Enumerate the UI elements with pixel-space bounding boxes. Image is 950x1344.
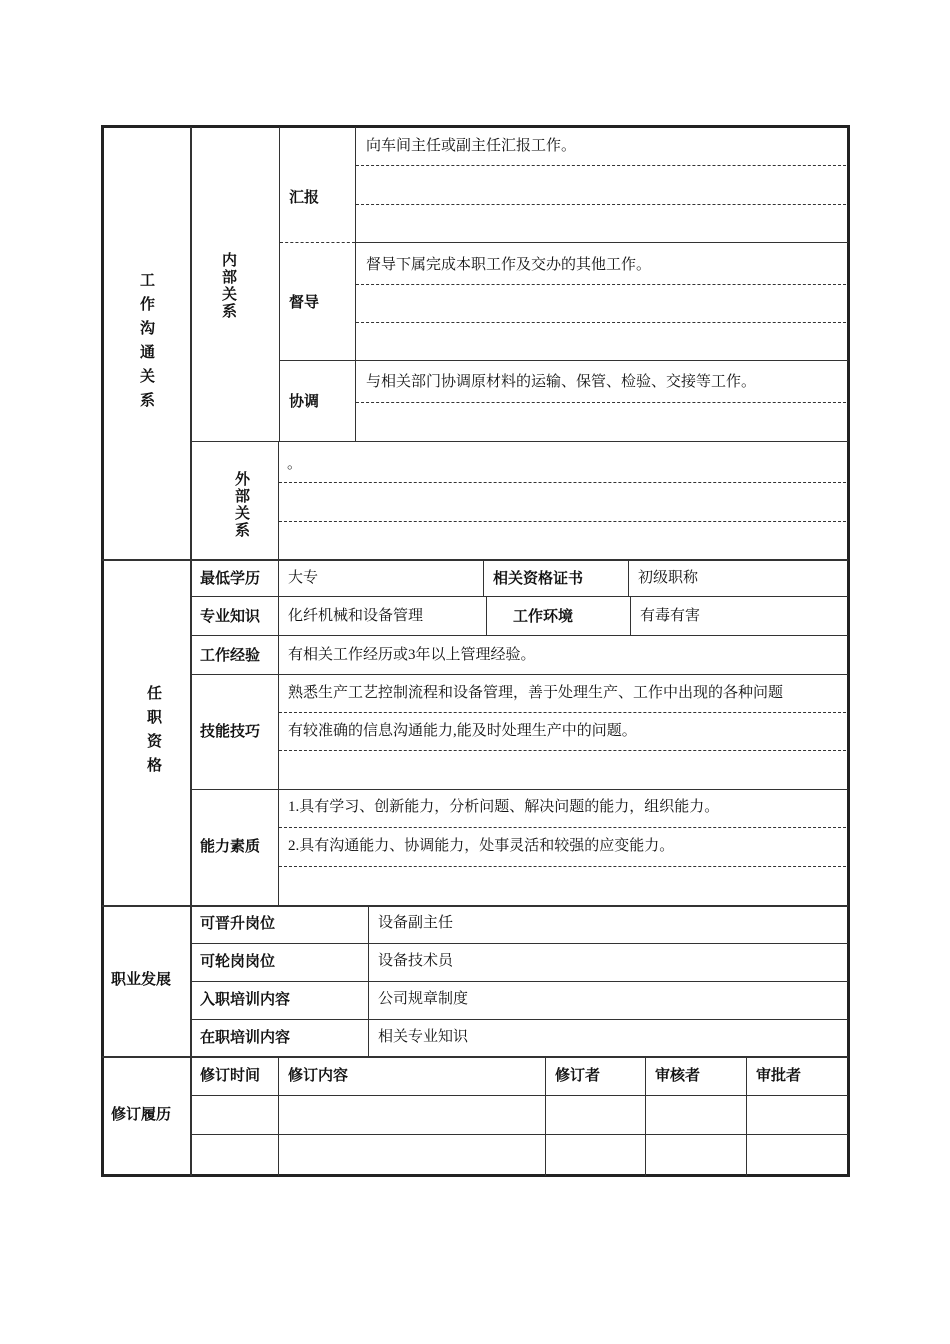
divider	[191, 596, 848, 597]
divider	[191, 981, 848, 982]
ability-item: 2.具有沟通能力、协调能力，处事灵活和较强的应变能力。	[288, 838, 675, 854]
divider	[102, 559, 848, 561]
external-text: 。	[287, 456, 303, 472]
divider	[279, 750, 846, 751]
revision-header: 修订时间	[200, 1067, 261, 1084]
revision-header: 审批者	[756, 1067, 802, 1084]
supervise-label: 督导	[289, 294, 320, 311]
divider	[280, 242, 355, 243]
divider	[279, 712, 846, 713]
divider	[486, 597, 487, 635]
career-value: 公司规章制度	[378, 991, 469, 1007]
report-text: 向车间主任或副主任汇报工作。	[366, 138, 577, 154]
divider	[102, 905, 848, 907]
external-relations-label: 外部关系	[233, 471, 250, 539]
skill-item: 熟悉生产工艺控制流程和设备管理，善于处理生产、工作中出现的各种问题	[288, 685, 784, 701]
divider	[356, 242, 848, 243]
divider	[191, 441, 848, 442]
divider	[279, 866, 846, 867]
coordinate-text: 与相关部门协调原材料的运输、保管、检验、交接等工作。	[366, 374, 757, 390]
knowledge-value: 化纤机械和设备管理	[288, 608, 424, 624]
career-label: 入职培训内容	[200, 991, 291, 1008]
career-label: 可晋升岗位	[200, 915, 276, 932]
certificate-value: 初级职称	[638, 570, 699, 586]
report-label: 汇报	[289, 189, 320, 206]
qualifications-section-label: 任职资格	[145, 685, 162, 781]
education-label: 最低学历	[200, 570, 261, 587]
internal-relations-label: 内部关系	[220, 252, 237, 320]
divider	[645, 1057, 646, 1176]
divider	[278, 1057, 279, 1176]
experience-label: 工作经验	[200, 647, 261, 664]
divider	[630, 597, 631, 635]
experience-value: 有相关工作经历或3年以上管理经验。	[288, 647, 536, 663]
skills-label: 技能技巧	[200, 723, 261, 740]
divider	[278, 441, 279, 559]
knowledge-label: 专业知识	[200, 608, 261, 625]
career-value: 设备副主任	[378, 915, 454, 931]
divider	[279, 127, 280, 441]
divider	[191, 1019, 848, 1020]
divider	[356, 165, 846, 166]
divider	[279, 482, 846, 483]
divider	[356, 204, 846, 205]
revision-header: 审核者	[655, 1067, 701, 1084]
career-value: 设备技术员	[378, 953, 454, 969]
career-label: 可轮岗岗位	[200, 953, 276, 970]
divider	[191, 1095, 848, 1096]
divider	[279, 521, 846, 522]
divider	[280, 360, 848, 361]
divider	[191, 943, 848, 944]
divider	[356, 284, 846, 285]
divider	[191, 635, 848, 636]
ability-label: 能力素质	[200, 838, 261, 855]
divider	[102, 1056, 848, 1058]
supervise-text: 督导下属完成本职工作及交办的其他工作。	[366, 257, 652, 273]
divider	[483, 560, 484, 596]
divider	[356, 322, 846, 323]
coordinate-label: 协调	[289, 393, 320, 410]
revision-section-label: 修订履历	[111, 1106, 172, 1123]
divider	[191, 1134, 848, 1135]
revision-header: 修订者	[555, 1067, 601, 1084]
divider	[191, 674, 848, 675]
revision-header: 修订内容	[288, 1067, 349, 1084]
career-value: 相关专业知识	[378, 1029, 469, 1045]
skill-item: 有较准确的信息沟通能力,能及时处理生产中的问题。	[288, 723, 637, 739]
ability-item: 1.具有学习、创新能力，分析问题、解决问题的能力，组织能力。	[288, 799, 720, 815]
divider	[545, 1057, 546, 1176]
communication-section-label: 工作沟通关系	[138, 272, 155, 416]
divider	[356, 402, 846, 403]
certificate-label: 相关资格证书	[493, 570, 584, 587]
environment-value: 有毒有害	[640, 608, 701, 624]
divider	[278, 560, 279, 905]
environment-label: 工作环境	[513, 608, 574, 625]
divider	[628, 560, 629, 596]
divider	[746, 1057, 747, 1176]
education-value: 大专	[288, 570, 319, 586]
career-section-label: 职业发展	[111, 971, 172, 988]
divider	[279, 827, 846, 828]
divider	[191, 789, 848, 790]
career-label: 在职培训内容	[200, 1029, 291, 1046]
